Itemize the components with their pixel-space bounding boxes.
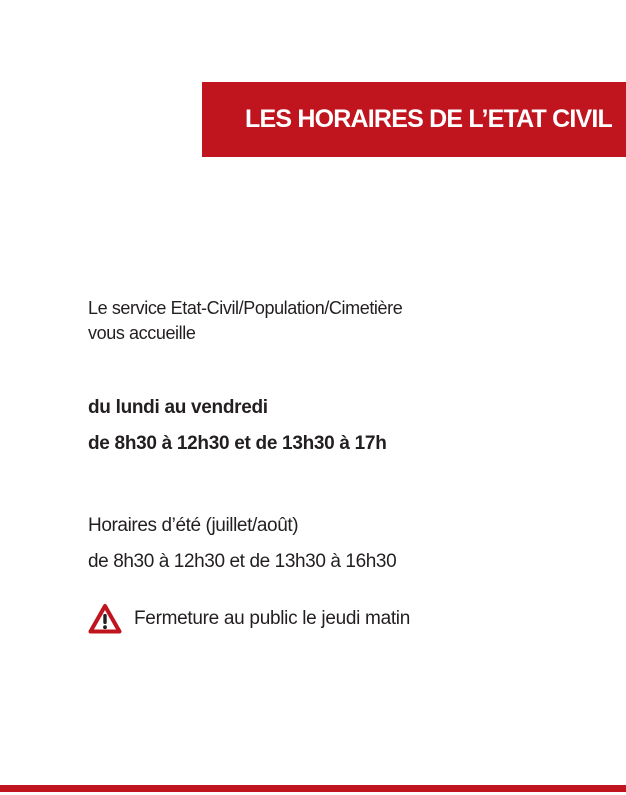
summer-times: de 8h30 à 12h30 et de 13h30 à 16h30 [88, 551, 397, 572]
closure-text: Fermeture au public le jeudi matin [134, 608, 410, 629]
title-banner [202, 82, 626, 157]
intro-line-welcome: vous accueille [88, 323, 196, 343]
warning-icon [88, 603, 122, 635]
summer-label: Horaires d’été (juillet/août) [88, 515, 299, 536]
closure-notice [88, 603, 410, 635]
regular-times: de 8h30 à 12h30 et de 13h30 à 17h [88, 433, 387, 454]
summer-hours [88, 513, 396, 585]
regular-hours [88, 394, 387, 466]
regular-days: du lundi au vendredi [88, 397, 268, 418]
intro-text [88, 296, 402, 346]
intro-line-service: Le service Etat-Civil/Population/Cimetière [88, 298, 403, 318]
page-title: LES HORAIRES DE L’ETAT CIVIL [245, 105, 612, 133]
footer-rule [0, 785, 626, 792]
